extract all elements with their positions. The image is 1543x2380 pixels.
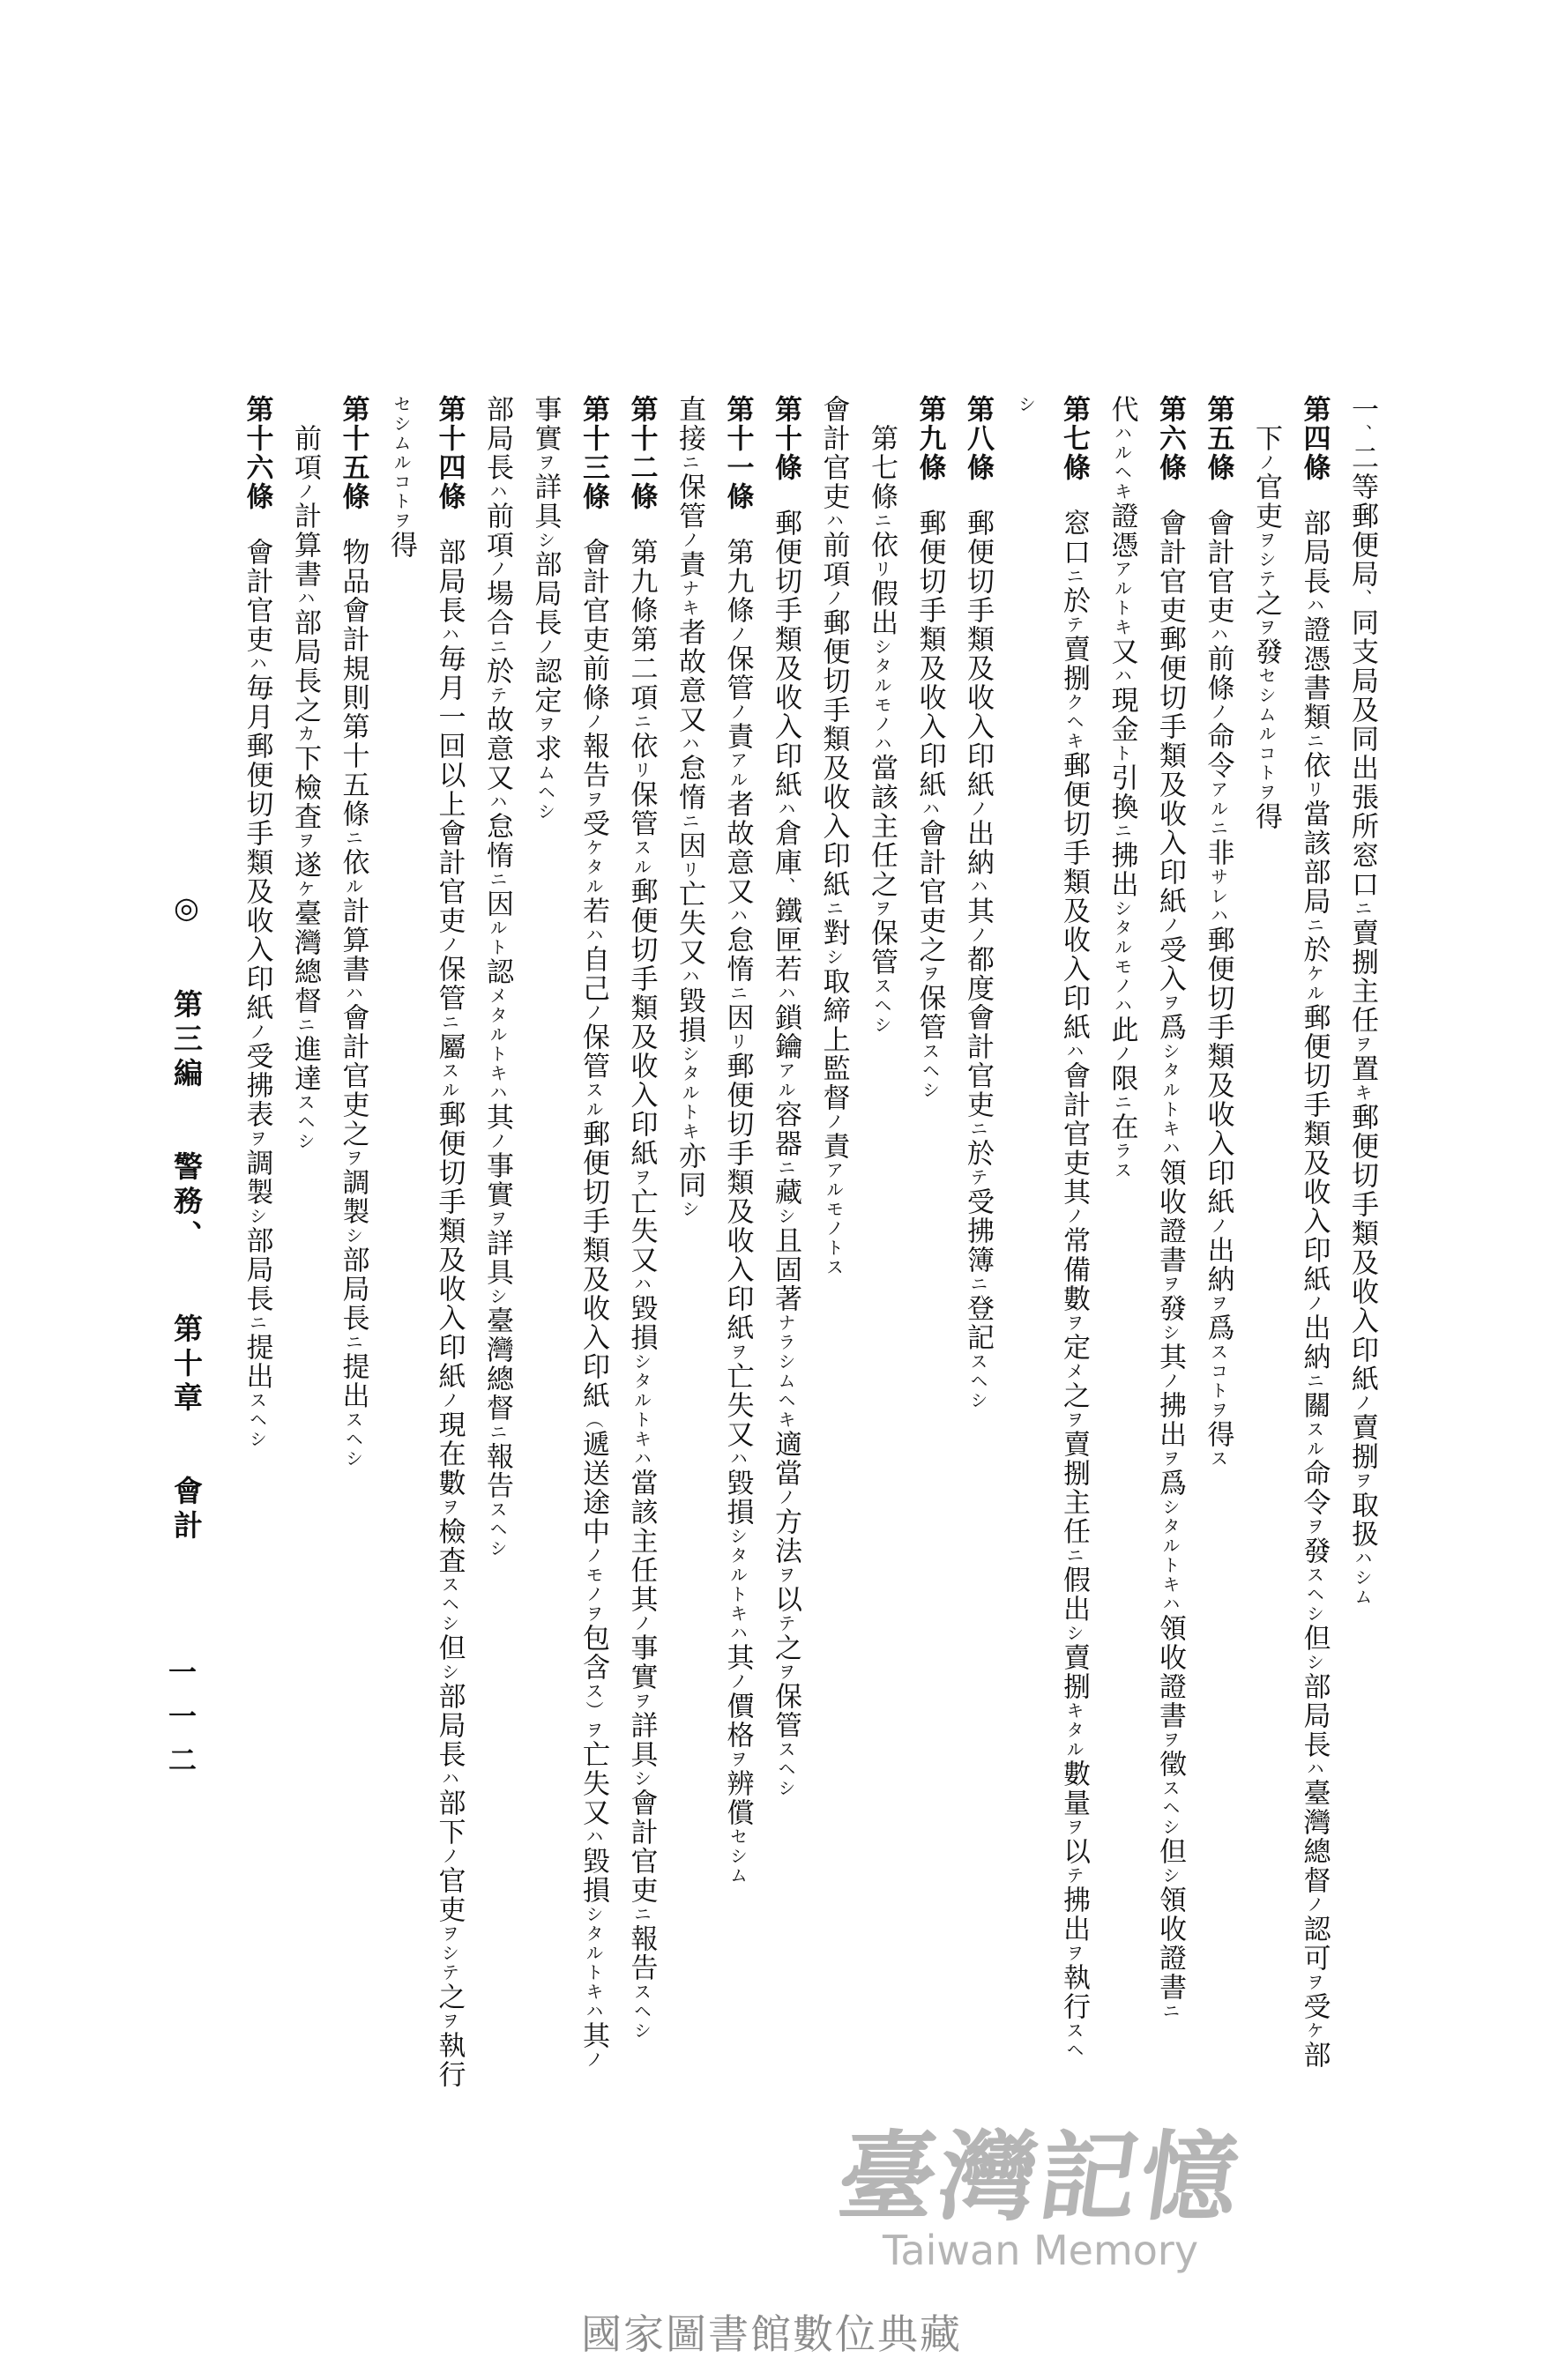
running-header — [166, 890, 207, 1564]
article-label: 第十條 — [770, 395, 801, 482]
article-text: 第九條第二項ニ依リ保管スル郵便切手類及收入印紙ヲ亡失又ハ毀損シタルトキハ當該主任其ノ事實ヲ詳具シ會計官吏ニ報告スヘシ — [625, 538, 658, 2041]
article-text: 事實ヲ詳具シ部局長ノ認定ヲ求ムヘシ — [529, 395, 562, 822]
article-text: 會計官吏ハ前項ノ郵便切手類及收入印紙ニ對シ取締上監督ノ責アルモノトス — [817, 395, 850, 1277]
article-label: 第六條 — [1154, 395, 1186, 482]
article-label: 第十五條 — [337, 395, 369, 511]
article-label: 第九條 — [913, 395, 946, 482]
page-number: 一一二 — [164, 1657, 198, 1789]
article-text: 會計官吏郵便切手類及收入印紙ノ受入ヲ爲シタルトキハ領收證書ヲ發シ其ノ拂出ヲ爲シタルトキハ領收證書ヲ徵スヘシ但シ領收證書ニ — [1154, 509, 1186, 2021]
article-text: 會計官吏ハ前條ノ命令アルニ非サレハ郵便切手類及收入印紙ノ出納ヲ爲スコトヲ得ス — [1202, 509, 1234, 1469]
article-text: 物品會計規則第十五條ニ依ル計算書ハ會計官吏之ヲ調製シ部局長ニ提出スヘシ — [337, 538, 369, 1469]
article-text: 郵便切手類及收入印紙ハ倉庫、鐵匣若ハ鎖鑰アル容器ニ藏シ且固著ナラシムヘキ適當ノ方法ヲ以テ之ヲ保管スヘシ — [770, 509, 801, 1798]
article-text: 郵便切手類及收入印紙ハ會計官吏之ヲ保管スヘシ — [913, 509, 946, 1100]
article-label: 第五條 — [1202, 395, 1234, 482]
article-text: 部局長ハ證憑書類ニ依リ當該部局ニ於ケル郵便切手類及收入印紙ノ出納ニ關スル命令ヲ發スヘシ但シ部局長ハ臺灣總督ノ認可ヲ受ケ部 — [1298, 509, 1331, 2070]
article-text: 一、二等郵便局、同支局及同出張所窓口ニ賣捌主任ヲ置キ郵便切手類及收入印紙ノ賣捌ヲ取扱ハシム — [1346, 395, 1378, 1607]
article-label: 第十二條 — [625, 395, 658, 511]
article-text: セシムルコトヲ得 — [385, 395, 417, 560]
article-label: 第七條 — [1058, 395, 1090, 482]
article-text: 直接ニ保管ノ責ナキ者故意又ハ怠惰ニ因リ亡失又ハ毀損シタルトキ亦同シ — [674, 395, 705, 1219]
header-chapter: 第十章 — [169, 1313, 204, 1417]
article-text: 前項ノ計算書ハ部局長之カ下檢査ヲ遂ケ臺灣總督ニ進達スヘシ — [289, 424, 321, 1151]
header-title: 會計 — [169, 1476, 204, 1544]
article-text: 下ノ官吏ヲシテ之ヲ發セシムルコトヲ得 — [1250, 424, 1282, 831]
article-text: 郵便切手類及收入印紙ノ出納ハ其ノ都度會計官吏ニ於テ受拂簿ニ登記スヘシ — [962, 509, 994, 1410]
article-text: 部局長ハ前項ノ場合ニ於テ故意又ハ怠惰ニ因ルト認メタルトキハ其ノ事實ヲ詳具シ臺灣總督ニ報告スヘシ — [481, 395, 513, 1558]
header-mark: ◎ — [169, 890, 204, 930]
watermark-logo — [811, 2120, 1270, 2273]
article-text: 代ハルヘキ證憑アルトキ又ハ現金ト引換ニ拂出シタルモノハ此ノ限ニ在ラス — [1106, 395, 1138, 1180]
article-text: シ — [1015, 395, 1037, 414]
article-text: 會計官吏ハ毎月郵便切手類及收入印紙ノ受拂表ヲ調製シ部局長ニ提出スヘシ — [241, 538, 273, 1449]
article-label: 第十三條 — [578, 395, 609, 511]
article-text: 第七條ニ依リ假出シタルモノハ當該主任之ヲ保管スヘシ — [866, 424, 898, 1035]
article-label: 第八條 — [962, 395, 994, 482]
article-text: 第九條ノ保管ノ責アル者故意又ハ怠惰ニ因リ郵便切手類及收入印紙ヲ亡失又ハ毀損シタルトキハ其ノ價格ヲ辨償セシム — [721, 538, 754, 1885]
article-label: 第十六條 — [241, 395, 273, 511]
article-text: 會計官吏前條ノ報告ヲ受ケタル若ハ自己ノ保管スル郵便切手類及收入印紙（遞送途中ノモノヲ包含ス）ヲ亡失又ハ毀損シタルトキハ其ノ — [578, 538, 609, 2070]
article-label: 第十四條 — [433, 395, 466, 511]
article-text: 窓口ニ於テ賣捌クヘキ郵便切手類及收入印紙ハ會計官吏其ノ常備數ヲ定メ之ヲ賣捌主任ニ假出シ賣捌キタル數量ヲ以テ拂出ヲ執行スヘ — [1058, 509, 1090, 2060]
footer-credit: 國家圖書館數位典藏 — [581, 2310, 962, 2358]
header-section: 警務、 — [169, 1151, 204, 1254]
header-part: 第三編 — [169, 989, 204, 1092]
article-text: 部局長ハ毎月一回以上會計官吏ノ保管ニ屬スル郵便切手類及收入印紙ノ現在數ヲ檢査スヘシ但シ部局長ハ部下ノ官吏ヲシテ之ヲ執行 — [433, 538, 466, 2089]
article-label: 第十一條 — [721, 395, 754, 511]
watermark-en: Taiwan Memory — [882, 2227, 1199, 2274]
article-label: 第四條 — [1298, 395, 1331, 482]
watermark-zh: 臺灣記憶 — [831, 2120, 1250, 2234]
